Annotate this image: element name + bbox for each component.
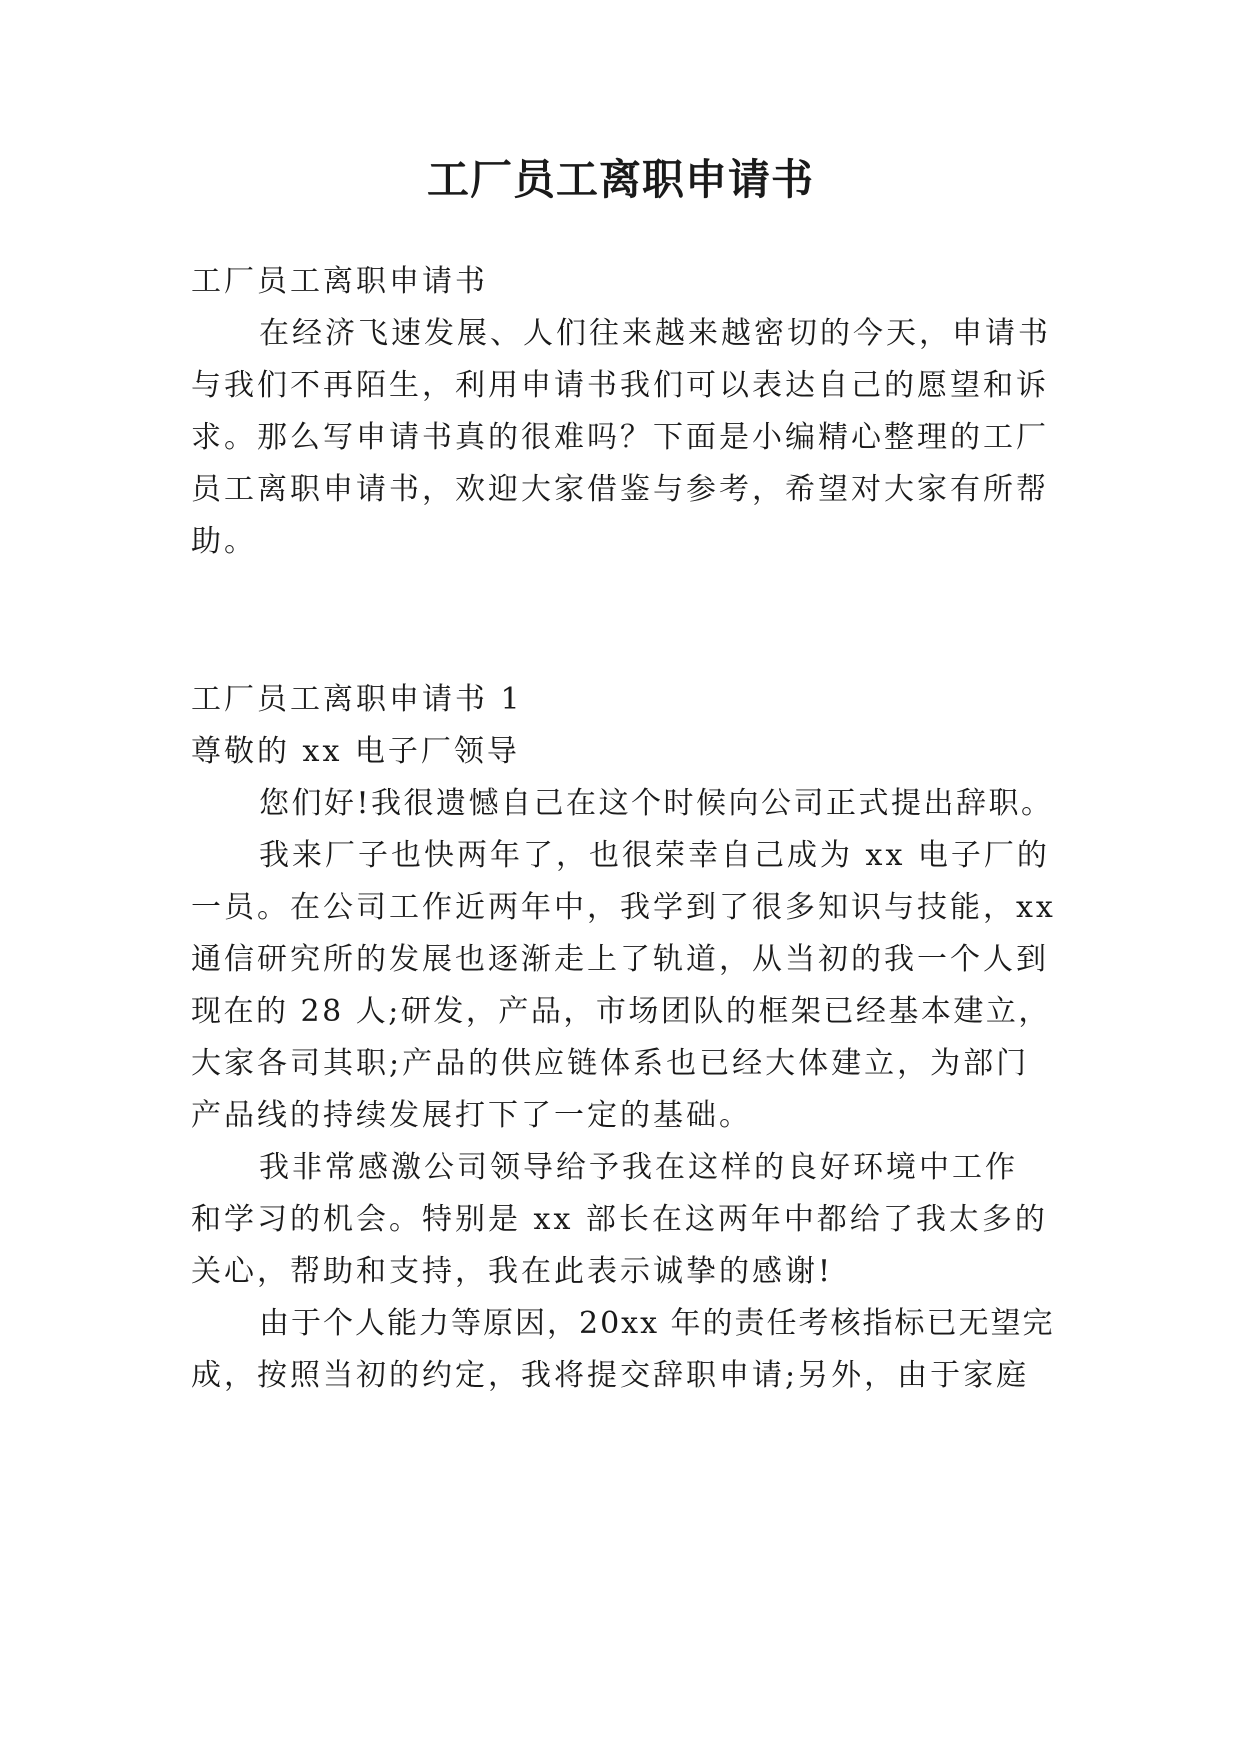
document-title: 工厂员工离职申请书 <box>426 155 814 204</box>
paragraph-line: 产品线的持续发展打下了一定的基础。 <box>191 1098 752 1133</box>
salutation: 尊敬的 xx 电子厂领导 <box>191 734 520 769</box>
section-heading-intro: 工厂员工离职申请书 <box>191 264 488 299</box>
paragraph-line: 在经济飞速发展、人们往来越来越密切的今天，申请书 <box>259 316 1051 351</box>
paragraph-line: 成，按照当初的约定，我将提交辞职申请;另外，由于家庭 <box>191 1358 1030 1393</box>
paragraph-line: 员工离职申请书，欢迎大家借鉴与参考，希望对大家有所帮 <box>191 472 1049 507</box>
paragraph-line: 我非常感激公司领导给予我在这样的良好环境中工作 <box>259 1150 1018 1185</box>
section-heading-letter-1: 工厂员工离职申请书 1 <box>191 682 523 717</box>
paragraph-line: 您们好!我很遗憾自己在这个时候向公司正式提出辞职。 <box>259 786 1054 821</box>
paragraph-line: 与我们不再陌生，利用申请书我们可以表达自己的愿望和诉 <box>191 368 1049 403</box>
paragraph-line: 助。 <box>191 524 257 559</box>
paragraph-line: 由于个人能力等原因，20xx 年的责任考核指标已无望完 <box>259 1306 1055 1341</box>
paragraph-line: 我来厂子也快两年了，也很荣幸自己成为 xx 电子厂的 <box>259 838 1050 873</box>
paragraph-line: 关心，帮助和支持，我在此表示诚挚的感谢! <box>191 1254 834 1289</box>
paragraph-line: 求。那么写申请书真的很难吗？下面是小编精心整理的工厂 <box>191 420 1049 455</box>
paragraph-line: 现在的 28 人;研发，产品，市场团队的框架已经基本建立， <box>191 994 1051 1029</box>
paragraph-line: 通信研究所的发展也逐渐走上了轨道，从当初的我一个人到 <box>191 942 1049 977</box>
paragraph-line: 大家各司其职;产品的供应链体系也已经大体建立，为部门 <box>191 1046 1030 1081</box>
paragraph-line: 一员。在公司工作近两年中，我学到了很多知识与技能，xx <box>191 890 1056 925</box>
paragraph-line: 和学习的机会。特别是 xx 部长在这两年中都给了我太多的 <box>191 1202 1048 1237</box>
